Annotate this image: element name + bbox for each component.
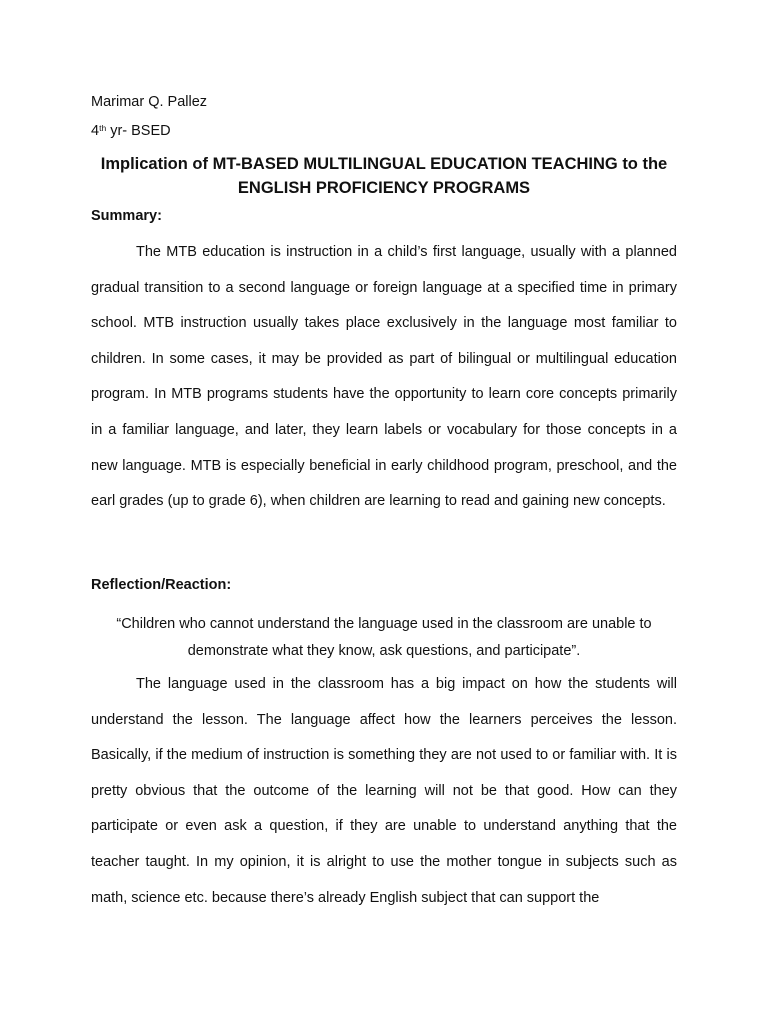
reflection-paragraph: The language used in the classroom has a big impact on how the students will understand the lesson. The language affect how the learners perceives the lesson. Basically, if the medium of instruction is something they are not used to or familiar with. It is pretty obvious that the outcome of the learning will not be that good. How can they participate or even ask a question, if they are unable to understand anything that the teacher taught. In my opinion, it is alright to use the mother tongue in subjects such as math, science etc. because there’s already English subject that can support the <box>91 676 677 906</box>
author-name: Marimar Q. Pallez <box>91 94 208 110</box>
year-program: yr- BSED <box>106 123 171 139</box>
reflection-heading: Reflection/Reaction: <box>91 577 232 593</box>
reflection-quote: “Children who cannot understand the language used in the classroom are unable to demonstrate what they know, ask questions, and participate”. <box>116 616 652 659</box>
year-ordinal-suffix: th <box>99 123 107 133</box>
summary-paragraph: The MTB education is instruction in a child’s first language, usually with a planned gradual transition to a second language or foreign language at a specified time in primary school. MTB instruction usually takes place exclusively in the language most familiar to children. In some cases, it may be provided as part of bilingual or multilingual education program. In MTB programs students have the opportunity to learn core concepts primarily in a familiar language, and later, they learn labels or vocabulary for those concepts in a new language. MTB is especially beneficial in early childhood program, preschool, and the earl grades (up to grade 6), when children are learning to read and gaining new concepts. <box>91 244 677 510</box>
year-level <box>91 122 171 140</box>
summary-heading: Summary: <box>91 208 162 224</box>
document-title: Implication of MT-BASED MULTILINGUAL EDUCATION TEACHING to the ENGLISH PROFICIENCY PROGRAMS <box>100 155 668 197</box>
year-number: 4 <box>91 123 100 139</box>
